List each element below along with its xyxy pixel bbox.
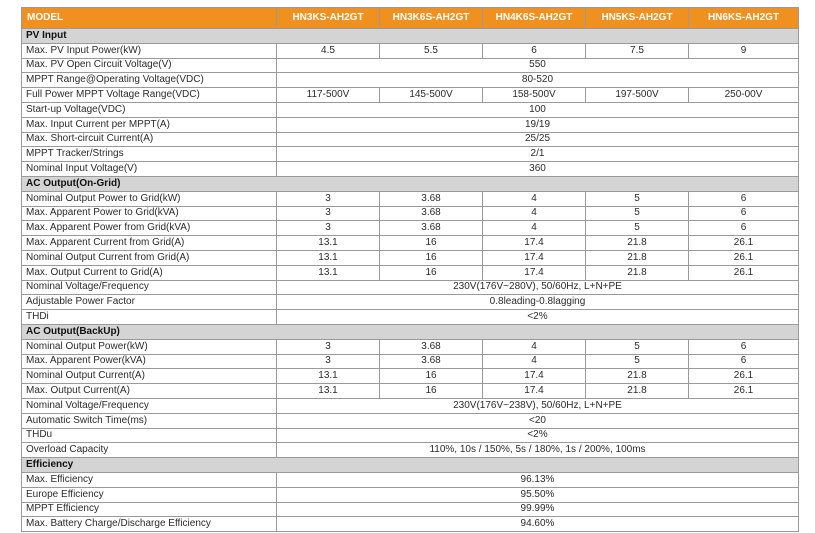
spec-value: 3.68 <box>380 206 483 221</box>
spec-label: Overload Capacity <box>22 443 277 458</box>
spec-row <box>22 295 799 310</box>
spec-label: Max. Apparent Power to Grid(kVA) <box>22 206 277 221</box>
spec-value: 230V(176V~280V), 50/60Hz, L+N+PE <box>277 280 799 295</box>
spec-row <box>22 339 799 354</box>
spec-row <box>22 162 799 177</box>
spec-label: Max. Short-circuit Current(A) <box>22 132 277 147</box>
spec-value: 197-500V <box>586 88 689 103</box>
spec-value: 3.68 <box>380 354 483 369</box>
spec-value: 13.1 <box>277 250 380 265</box>
spec-value: 145-500V <box>380 88 483 103</box>
spec-value: 13.1 <box>277 236 380 251</box>
spec-value: 4 <box>483 206 586 221</box>
spec-value: 4 <box>483 191 586 206</box>
spec-value: 26.1 <box>689 384 799 399</box>
spec-label: THDi <box>22 310 277 325</box>
spec-value: 6 <box>689 339 799 354</box>
model-name: HN3KS-AH2GT <box>277 8 380 29</box>
spec-value: 6 <box>689 354 799 369</box>
spec-value: 17.4 <box>483 369 586 384</box>
spec-label: Max. PV Open Circuit Voltage(V) <box>22 58 277 73</box>
spec-row <box>22 88 799 103</box>
spec-value: 4 <box>483 354 586 369</box>
spec-row <box>22 250 799 265</box>
spec-row <box>22 310 799 325</box>
spec-value: 117-500V <box>277 88 380 103</box>
spec-label: Max. Efficiency <box>22 472 277 487</box>
spec-value: 3 <box>277 206 380 221</box>
spec-label: Max. Apparent Power(kVA) <box>22 354 277 369</box>
spec-label: MPPT Tracker/Strings <box>22 147 277 162</box>
spec-value: 4.5 <box>277 43 380 58</box>
spec-value: 6 <box>689 191 799 206</box>
spec-table <box>21 7 799 532</box>
spec-row <box>22 73 799 88</box>
spec-value: 19/19 <box>277 117 799 132</box>
spec-value: 26.1 <box>689 265 799 280</box>
spec-row <box>22 354 799 369</box>
spec-row <box>22 502 799 517</box>
spec-row <box>22 102 799 117</box>
spec-value: 94.60% <box>277 517 799 532</box>
spec-label: Nominal Input Voltage(V) <box>22 162 277 177</box>
section-title: PV Input <box>22 29 799 44</box>
spec-label: Max. Apparent Current from Grid(A) <box>22 236 277 251</box>
spec-label: Max. Output Current to Grid(A) <box>22 265 277 280</box>
spec-value: 5 <box>586 191 689 206</box>
model-name: HN4K6S-AH2GT <box>483 8 586 29</box>
spec-value: 3.68 <box>380 191 483 206</box>
spec-value: 5 <box>586 206 689 221</box>
spec-label: Nominal Output Power(kW) <box>22 339 277 354</box>
spec-row <box>22 147 799 162</box>
spec-value: 5 <box>586 221 689 236</box>
spec-value: 13.1 <box>277 369 380 384</box>
spec-value: 158-500V <box>483 88 586 103</box>
spec-value: 21.8 <box>586 369 689 384</box>
spec-row <box>22 413 799 428</box>
spec-value: 26.1 <box>689 250 799 265</box>
section-header-row <box>22 176 799 191</box>
spec-row <box>22 265 799 280</box>
spec-value: 0.8leading-0.8lagging <box>277 295 799 310</box>
spec-value: <20 <box>277 413 799 428</box>
spec-value: 21.8 <box>586 384 689 399</box>
spec-value: 26.1 <box>689 369 799 384</box>
spec-table-body <box>22 29 799 532</box>
spec-value: 21.8 <box>586 250 689 265</box>
spec-row <box>22 132 799 147</box>
spec-value: 99.99% <box>277 502 799 517</box>
model-header-row <box>22 8 799 29</box>
section-title: Efficiency <box>22 458 799 473</box>
spec-label: Nominal Output Current(A) <box>22 369 277 384</box>
model-name: HN6KS-AH2GT <box>689 8 799 29</box>
section-title: AC Output(BackUp) <box>22 324 799 339</box>
spec-value: 6 <box>689 221 799 236</box>
spec-label: THDu <box>22 428 277 443</box>
spec-value: 17.4 <box>483 236 586 251</box>
spec-value: 4 <box>483 339 586 354</box>
spec-value: 16 <box>380 236 483 251</box>
spec-label: Max. Battery Charge/Discharge Efficiency <box>22 517 277 532</box>
spec-value: 3.68 <box>380 221 483 236</box>
spec-value: 7.5 <box>586 43 689 58</box>
spec-value: 17.4 <box>483 384 586 399</box>
spec-value: 2/1 <box>277 147 799 162</box>
spec-value: 3 <box>277 191 380 206</box>
spec-row <box>22 369 799 384</box>
spec-value: 550 <box>277 58 799 73</box>
spec-label: Max. Output Current(A) <box>22 384 277 399</box>
spec-value: 25/25 <box>277 132 799 147</box>
spec-row <box>22 43 799 58</box>
spec-value: 16 <box>380 384 483 399</box>
spec-value: 13.1 <box>277 265 380 280</box>
spec-label: Nominal Voltage/Frequency <box>22 398 277 413</box>
spec-label: MPPT Efficiency <box>22 502 277 517</box>
spec-row <box>22 517 799 532</box>
spec-value: 3 <box>277 354 380 369</box>
spec-row <box>22 117 799 132</box>
spec-row <box>22 487 799 502</box>
model-name: HN5KS-AH2GT <box>586 8 689 29</box>
spec-value: 13.1 <box>277 384 380 399</box>
spec-value: 17.4 <box>483 250 586 265</box>
spec-value: 230V(176V~238V), 50/60Hz, L+N+PE <box>277 398 799 413</box>
spec-value: 5 <box>586 354 689 369</box>
spec-value: 250-00V <box>689 88 799 103</box>
spec-row <box>22 428 799 443</box>
spec-row <box>22 191 799 206</box>
spec-value: 3.68 <box>380 339 483 354</box>
spec-label: Full Power MPPT Voltage Range(VDC) <box>22 88 277 103</box>
spec-label: Max. PV Input Power(kW) <box>22 43 277 58</box>
spec-value: 96.13% <box>277 472 799 487</box>
model-header-label: MODEL <box>22 8 277 29</box>
spec-value: 6 <box>483 43 586 58</box>
spec-value: 3 <box>277 221 380 236</box>
model-name: HN3K6S-AH2GT <box>380 8 483 29</box>
spec-label: Europe Efficiency <box>22 487 277 502</box>
spec-value: 5.5 <box>380 43 483 58</box>
spec-row <box>22 384 799 399</box>
spec-value: 110%, 10s / 150%, 5s / 180%, 1s / 200%, 100ms <box>277 443 799 458</box>
spec-value: 80-520 <box>277 73 799 88</box>
spec-row <box>22 58 799 73</box>
spec-label: MPPT Range@Operating Voltage(VDC) <box>22 73 277 88</box>
spec-label: Nominal Output Current from Grid(A) <box>22 250 277 265</box>
spec-value: 21.8 <box>586 265 689 280</box>
spec-value: 95.50% <box>277 487 799 502</box>
spec-value: 4 <box>483 221 586 236</box>
spec-row <box>22 398 799 413</box>
spec-row <box>22 221 799 236</box>
spec-value: <2% <box>277 310 799 325</box>
spec-row <box>22 206 799 221</box>
spec-value: 6 <box>689 206 799 221</box>
spec-value: 100 <box>277 102 799 117</box>
spec-value: <2% <box>277 428 799 443</box>
spec-label: Start-up Voltage(VDC) <box>22 102 277 117</box>
spec-value: 16 <box>380 265 483 280</box>
spec-label: Automatic Switch Time(ms) <box>22 413 277 428</box>
spec-label: Nominal Output Power to Grid(kW) <box>22 191 277 206</box>
section-header-row <box>22 324 799 339</box>
spec-label: Max. Input Current per MPPT(A) <box>22 117 277 132</box>
spec-row <box>22 280 799 295</box>
spec-value: 16 <box>380 250 483 265</box>
spec-value: 3 <box>277 339 380 354</box>
spec-value: 17.4 <box>483 265 586 280</box>
section-title: AC Output(On-Grid) <box>22 176 799 191</box>
spec-row <box>22 443 799 458</box>
spec-value: 16 <box>380 369 483 384</box>
spec-row <box>22 236 799 251</box>
section-header-row <box>22 458 799 473</box>
spec-label: Nominal Voltage/Frequency <box>22 280 277 295</box>
spec-value: 21.8 <box>586 236 689 251</box>
spec-label: Max. Apparent Power from Grid(kVA) <box>22 221 277 236</box>
spec-value: 5 <box>586 339 689 354</box>
spec-value: 9 <box>689 43 799 58</box>
spec-value: 26.1 <box>689 236 799 251</box>
spec-label: Adjustable Power Factor <box>22 295 277 310</box>
section-header-row <box>22 29 799 44</box>
spec-row <box>22 472 799 487</box>
spec-value: 360 <box>277 162 799 177</box>
